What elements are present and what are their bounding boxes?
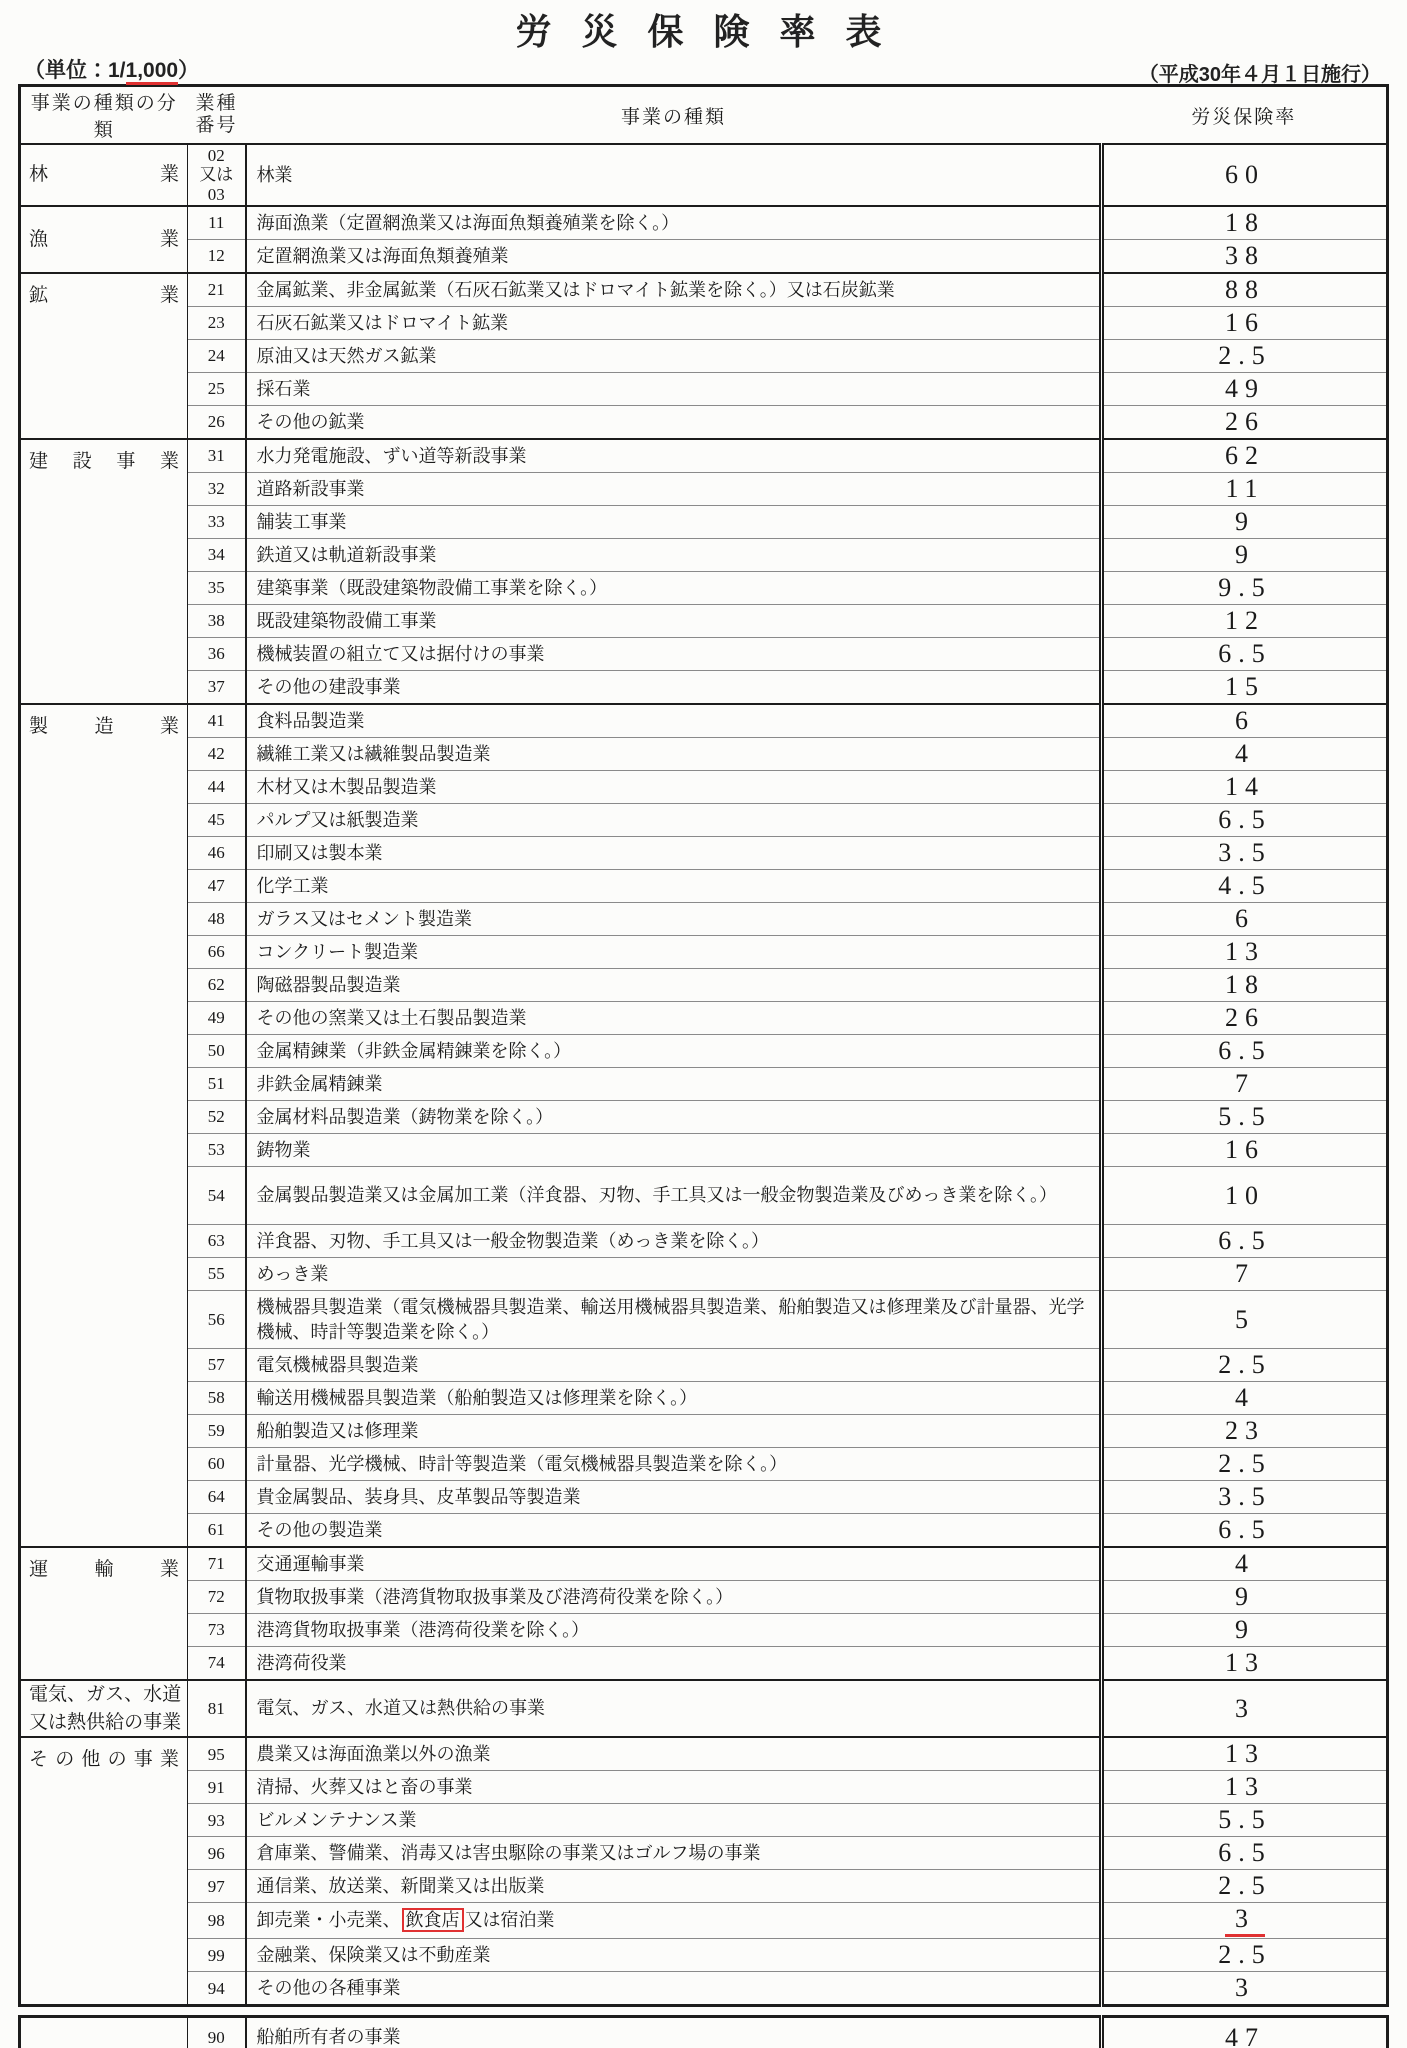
table-row [20,804,1388,837]
industry-code: 47 [188,870,246,903]
business-type: ビルメンテナンス業 [246,1804,1102,1837]
insurance-rate: 11 [1102,473,1388,506]
business-type: 定置網漁業又は海面魚類養殖業 [246,240,1102,274]
business-type: 鉄道又は軌道新設事業 [246,539,1102,572]
category-cell [20,1737,188,2006]
industry-code: 36 [188,638,246,671]
industry-code: 42 [188,738,246,771]
industry-code: 72 [188,1581,246,1614]
category-cell [20,273,188,439]
business-type: 金属鉱業、非金属鉱業（石灰石鉱業又はドロマイト鉱業を除く。）又は石炭鉱業 [246,273,1102,307]
insurance-rate: 5.5 [1102,1101,1388,1134]
table-row [20,1035,1388,1068]
insurance-rate: 9 [1102,539,1388,572]
insurance-rate: 6.5 [1102,1035,1388,1068]
category-label-line: 製 造 業 [29,716,179,737]
industry-code: 12 [188,240,246,274]
industry-code: 25 [188,373,246,406]
insurance-rate: 10 [1102,1167,1388,1225]
business-type: 食料品製造業 [246,704,1102,738]
business-type: 木材又は木製品製造業 [246,771,1102,804]
table-row [20,1514,1388,1548]
industry-code: 32 [188,473,246,506]
category-cell-empty [20,2017,188,2048]
industry-code: 50 [188,1035,246,1068]
industry-code: 66 [188,936,246,969]
industry-code: 55 [188,1258,246,1291]
insurance-rate: 3 [1102,1972,1388,2006]
business-type: 港湾貨物取扱事業（港湾荷役業を除く。） [246,1614,1102,1647]
industry-code: 34 [188,539,246,572]
industry-code: 38 [188,605,246,638]
table-row [20,1382,1388,1415]
business-type: 金属製品製造業又は金属加工業（洋食器、刃物、手工具又は一般金物製造業及びめっき業を除く。） [246,1167,1102,1225]
table-row [20,837,1388,870]
insurance-rate: 60 [1102,144,1388,206]
industry-code: 91 [188,1771,246,1804]
category-cell [20,1680,188,1737]
industry-code: 63 [188,1225,246,1258]
business-type: 建築事業（既設建築物設備工事業を除く。） [246,572,1102,605]
header-row [20,86,1388,145]
header-insurance-rate: 労災保険率 [1102,86,1388,145]
industry-code: 51 [188,1068,246,1101]
unit-note-underlined: 1,000 [126,59,179,85]
industry-code: 64 [188,1481,246,1514]
industry-code: 37 [188,671,246,705]
header-business-type: 事業の種類 [246,86,1102,145]
industry-code: 11 [188,206,246,240]
insurance-rate: 18 [1102,206,1388,240]
table-row [20,340,1388,373]
business-type: 金属精錬業（非鉄金属精錬業を除く。） [246,1035,1102,1068]
business-type: 計量器、光学機械、時計等製造業（電気機械器具製造業を除く。） [246,1448,1102,1481]
insurance-rate: 16 [1102,1134,1388,1167]
table-row [20,144,1388,206]
category-label-line: 漁 業 [29,228,179,250]
business-type: 金属材料品製造業（鋳物業を除く。） [246,1101,1102,1134]
business-type: 非鉄金属精錬業 [246,1068,1102,1101]
business-type: 機械器具製造業（電気機械器具製造業、輸送用機械器具製造業、船舶製造又は修理業及び計量器、光学機械、時計等製造業を除く。） [246,1291,1102,1349]
table-row [20,1972,1388,2006]
business-type: その他の製造業 [246,1514,1102,1548]
table-row-shipowner [20,2017,1388,2048]
table-row [20,1258,1388,1291]
table-row [20,1837,1388,1870]
insurance-rate: 4 [1102,1382,1388,1415]
business-type: 船舶所有者の事業 [256,2027,401,2048]
table-row [20,539,1388,572]
category-cell [20,206,188,273]
insurance-rate: 9 [1102,1614,1388,1647]
industry-code: 35 [188,572,246,605]
insurance-rate: 6 [1102,903,1388,936]
industry-code: 58 [188,1382,246,1415]
insurance-rate: 9 [1102,506,1388,539]
table-row [20,439,1388,473]
table-row [20,1481,1388,1514]
industry-code: 93 [188,1804,246,1837]
category-cell [20,704,188,1547]
insurance-rate: 4 [1102,1547,1388,1581]
category-label-line: 電 気 、 ガ ス 、 水 道 [29,1684,182,1705]
industry-code: 23 [188,307,246,340]
insurance-rate: 2.5 [1102,340,1388,373]
business-type: 倉庫業、警備業、消毒又は害虫駆除の事業又はゴルフ場の事業 [246,1837,1102,1870]
industry-code: 45 [188,804,246,837]
insurance-rate: 26 [1102,406,1388,440]
insurance-rate: 6.5 [1102,1225,1388,1258]
header-industry-code [188,86,246,145]
business-type: 農業又は海面漁業以外の漁業 [246,1737,1102,1771]
industry-code: 62 [188,969,246,1002]
industry-code: 98 [188,1903,246,1939]
category-label-line: そ の 他 の 事 業 [29,1749,179,1771]
industry-code: 99 [188,1939,246,1972]
industry-code: 31 [188,439,246,473]
insurance-rate: 13 [1102,1647,1388,1681]
insurance-rate: 12 [1102,605,1388,638]
table-row [20,771,1388,804]
insurance-rate: 62 [1102,439,1388,473]
table-row [20,870,1388,903]
header-category: 事業の種類の分類 [20,86,188,145]
header-code-line1: 業種 [195,93,238,115]
page-title: 労 災 保 険 率 表 [515,11,892,52]
insurance-rate: 4 [1102,738,1388,771]
insurance-rate: 47 [1102,2017,1388,2048]
business-type: 鋳物業 [246,1134,1102,1167]
table-row [20,373,1388,406]
industry-code: 81 [188,1680,246,1737]
business-type: 交通運輸事業 [246,1547,1102,1581]
insurance-rate: 16 [1102,307,1388,340]
insurance-rate [1102,1903,1388,1939]
insurance-rate: 14 [1102,771,1388,804]
table-row [20,1870,1388,1903]
industry-code: 90 [188,2017,246,2048]
insurance-rate: 9.5 [1102,572,1388,605]
industry-code: 73 [188,1614,246,1647]
table-row [20,1804,1388,1837]
table-row [20,572,1388,605]
table-row [20,1415,1388,1448]
industry-code: 97 [188,1870,246,1903]
business-type: 洋食器、刃物、手工具又は一般金物製造業（めっき業を除く。） [246,1225,1102,1258]
industry-code: 74 [188,1647,246,1681]
business-type: 港湾荷役業 [246,1647,1102,1681]
business-type: 通信業、放送業、新聞業又は出版業 [246,1870,1102,1903]
table-row [20,473,1388,506]
category-label-line: 鉱 業 [29,285,179,306]
business-type: 輸送用機械器具製造業（船舶製造又は修理業を除く。） [246,1382,1102,1415]
rate-table-body [20,144,1388,2006]
table-row [20,936,1388,969]
insurance-rate: 6.5 [1102,1837,1388,1870]
industry-code: 46 [188,837,246,870]
insurance-rate: 4.5 [1102,870,1388,903]
insurance-rate: 6.5 [1102,804,1388,837]
red-underlined-rate: 3 [1225,1904,1265,1937]
industry-code: 24 [188,340,246,373]
business-type: 金融業、保険業又は不動産業 [246,1939,1102,1972]
category-cell [20,439,188,704]
table-row [20,240,1388,274]
business-type: 石灰石鉱業又はドロマイト鉱業 [246,307,1102,340]
unit-note-suffix: ） [178,59,200,82]
shipowner-table [18,2015,1389,2048]
table-row [20,1291,1388,1349]
red-highlight-box: 飲食店 [402,1908,464,1932]
insurance-rate: 23 [1102,1415,1388,1448]
insurance-rate: 6.5 [1102,1514,1388,1548]
category-label-line: 運 輸 業 [29,1559,179,1580]
insurance-rate: 13 [1102,936,1388,969]
industry-code: 96 [188,1837,246,1870]
table-row [20,1167,1388,1225]
insurance-rate: 5.5 [1102,1804,1388,1837]
header-code-line2: 番号 [195,115,238,136]
business-type: 林業 [246,144,1102,206]
unit-note [24,54,199,84]
table-row [20,1134,1388,1167]
industry-code: 61 [188,1514,246,1548]
insurance-rate: 2.5 [1102,1448,1388,1481]
table-row [20,1002,1388,1035]
insurance-rate: 5 [1102,1291,1388,1349]
industry-code: 56 [188,1291,246,1349]
table-row [20,1647,1388,1681]
business-type: 貨物取扱事業（港湾貨物取扱事業及び港湾荷役業を除く。） [246,1581,1102,1614]
rate-table [18,84,1389,2007]
insurance-rate: 9 [1102,1581,1388,1614]
business-type: その他の建設事業 [246,671,1102,705]
insurance-rate: 2.5 [1102,1349,1388,1382]
business-type: 水力発電施設、ずい道等新設事業 [246,439,1102,473]
insurance-rate: 6 [1102,704,1388,738]
insurance-rate: 6.5 [1102,638,1388,671]
table-row [20,704,1388,738]
category-label-line: 建 設 事 業 [29,451,179,472]
insurance-rate: 38 [1102,240,1388,274]
table-row [20,273,1388,307]
industry-code: 44 [188,771,246,804]
industry-code: 53 [188,1134,246,1167]
industry-code: 71 [188,1547,246,1581]
table-row [20,1939,1388,1972]
industry-code: 41 [188,704,246,738]
table-row [20,307,1388,340]
business-type: 電気、ガス、水道又は熱供給の事業 [246,1680,1102,1737]
business-type: 道路新設事業 [246,473,1102,506]
business-type: 化学工業 [246,870,1102,903]
table-row [20,1068,1388,1101]
table-row [20,406,1388,440]
industry-code: 94 [188,1972,246,2006]
industry-code: 33 [188,506,246,539]
insurance-rate: 7 [1102,1068,1388,1101]
table-row [20,638,1388,671]
table-row [20,903,1388,936]
table-row [20,738,1388,771]
industry-code: 60 [188,1448,246,1481]
business-type: その他の各種事業 [246,1972,1102,2006]
insurance-rate: 26 [1102,1002,1388,1035]
table-row [20,1614,1388,1647]
business-type: 陶磁器製品製造業 [246,969,1102,1002]
industry-code: 26 [188,406,246,440]
business-type: その他の鉱業 [246,406,1102,440]
business-type: 印刷又は製本業 [246,837,1102,870]
industry-code: 02 又は 03 [188,144,246,206]
table-row [20,1771,1388,1804]
business-type: 船舶製造又は修理業 [246,1415,1102,1448]
industry-code: 21 [188,273,246,307]
business-type: 採石業 [246,373,1102,406]
industry-code: 48 [188,903,246,936]
insurance-rate: 49 [1102,373,1388,406]
business-type: 原油又は天然ガス鉱業 [246,340,1102,373]
table-row [20,969,1388,1002]
business-type: 機械装置の組立て又は据付けの事業 [246,638,1102,671]
industry-code: 52 [188,1101,246,1134]
table-row [20,1581,1388,1614]
business-type: めっき業 [246,1258,1102,1291]
industry-code: 59 [188,1415,246,1448]
page-header [0,0,1407,84]
insurance-rate: 3 [1102,1680,1388,1737]
category-cell [20,1547,188,1680]
business-type: 海面漁業（定置網漁業又は海面魚類養殖業を除く。） [246,206,1102,240]
business-type: 繊維工業又は繊維製品製造業 [246,738,1102,771]
table-row [20,1680,1388,1737]
category-label-line: 林 業 [29,164,179,186]
business-type: コンクリート製造業 [246,936,1102,969]
table-row [20,605,1388,638]
category-cell [20,144,188,206]
unit-note-prefix: （単位：1/ [24,59,126,82]
insurance-rate: 7 [1102,1258,1388,1291]
table-row [20,1101,1388,1134]
table-row [20,506,1388,539]
industry-code: 95 [188,1737,246,1771]
table-row [20,1225,1388,1258]
table-row [20,1547,1388,1581]
insurance-rate: 15 [1102,671,1388,705]
business-type: 貴金属製品、装身具、皮革製品等製造業 [246,1481,1102,1514]
insurance-rate: 13 [1102,1771,1388,1804]
insurance-rate: 2.5 [1102,1870,1388,1903]
business-type: 既設建築物設備工事業 [246,605,1102,638]
business-type: 卸売業・小売業、 飲食店 又は宿泊業 [246,1903,1102,1939]
table-row [20,206,1388,240]
business-type: その他の窯業又は土石製品製造業 [246,1002,1102,1035]
industry-code: 49 [188,1002,246,1035]
business-type: パルプ又は紙製造業 [246,804,1102,837]
effective-date: （平成30年４月１日施行） [1138,64,1381,86]
insurance-rate: 3.5 [1102,1481,1388,1514]
business-type: 電気機械器具製造業 [246,1349,1102,1382]
business-type: 舗装工事業 [246,506,1102,539]
insurance-rate: 13 [1102,1737,1388,1771]
industry-code: 54 [188,1167,246,1225]
insurance-rate: 2.5 [1102,1939,1388,1972]
business-type: 清掃、火葬又はと畜の事業 [246,1771,1102,1804]
category-label-line: 又 は 熱 供 給 の 事 業 [29,1711,182,1733]
table-row [20,1737,1388,1771]
industry-code: 57 [188,1349,246,1382]
table-row [20,1349,1388,1382]
insurance-rate: 88 [1102,273,1388,307]
insurance-rate: 3.5 [1102,837,1388,870]
insurance-rate: 18 [1102,969,1388,1002]
table-row [20,671,1388,705]
business-type: ガラス又はセメント製造業 [246,903,1102,936]
table-row [20,1903,1388,1939]
table-row [20,1448,1388,1481]
